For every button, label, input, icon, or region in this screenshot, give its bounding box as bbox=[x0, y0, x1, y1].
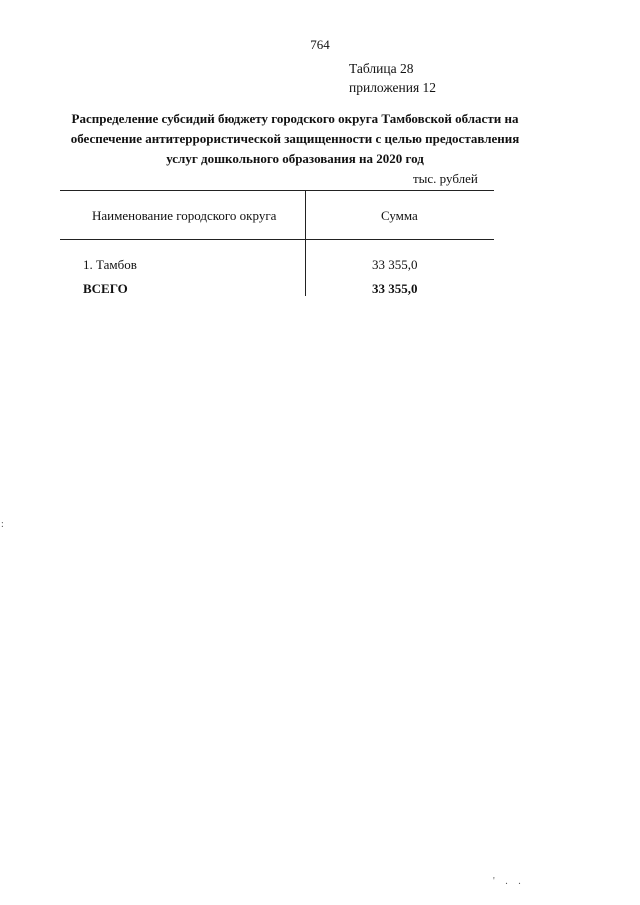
table-header-border bbox=[60, 239, 494, 240]
row-name: 1. Тамбов bbox=[83, 257, 137, 272]
table-top-border bbox=[60, 190, 494, 191]
table-reference-line-1: Таблица 28 bbox=[349, 61, 414, 76]
scan-mark-bottom: ' . . bbox=[493, 876, 525, 887]
table-column-divider bbox=[305, 190, 306, 296]
total-value: 33 355,0 bbox=[372, 281, 418, 296]
column-header-name: Наименование городского округа bbox=[92, 208, 277, 223]
page-number: 764 bbox=[310, 37, 330, 52]
document-title: Распределение субсидий бюджету городского округа Тамбовской области на обеспечение антитеррористической защищенности с целью предоставления услуг дошкольного образования на 2020 год bbox=[70, 111, 520, 166]
column-header-sum: Сумма bbox=[381, 208, 418, 223]
total-label: ВСЕГО bbox=[83, 281, 128, 296]
unit-label: тыс. рублей bbox=[413, 171, 478, 186]
scan-mark-left: : bbox=[1, 519, 4, 530]
table-reference-line-2: приложения 12 bbox=[349, 80, 437, 95]
row-value: 33 355,0 bbox=[372, 257, 418, 272]
